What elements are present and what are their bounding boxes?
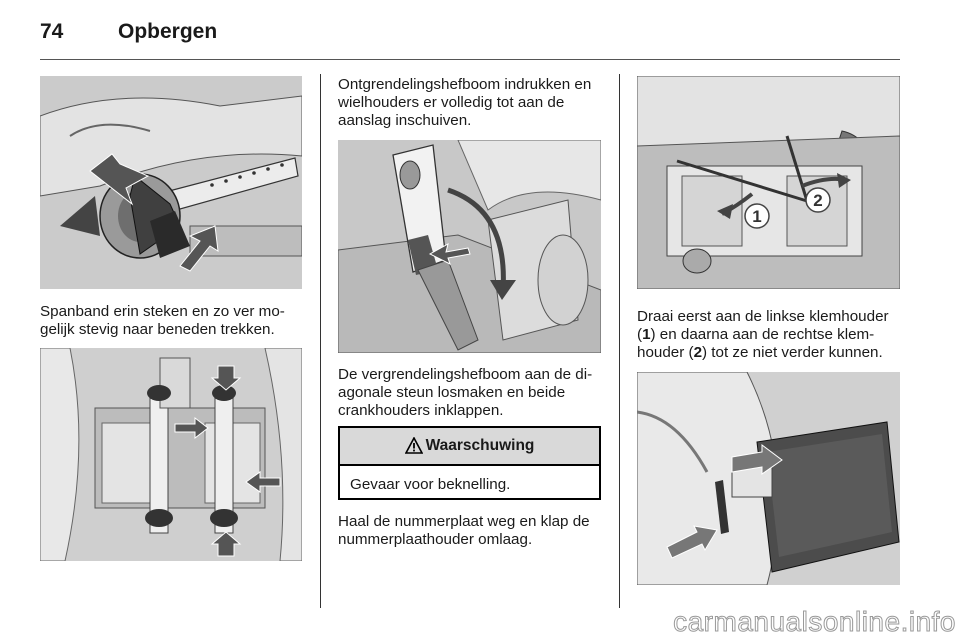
warning-triangle-icon bbox=[405, 437, 423, 455]
caption-strap: Spanband erin steken en zo ver mo-gelijk stevig naar beneden trekken. bbox=[40, 303, 285, 338]
caption-clamp-label-2: 2 bbox=[693, 344, 703, 361]
page-number: 74 bbox=[40, 20, 64, 43]
caption-clamp-part2: ) en daarna aan de rechtse klem-houder ( bbox=[637, 326, 875, 361]
caption-clamp-label-1: 1 bbox=[642, 326, 651, 343]
column-divider-1 bbox=[320, 74, 321, 608]
figure-wheel-holders bbox=[40, 348, 302, 561]
header-rule bbox=[40, 59, 900, 60]
caption-clamp bbox=[637, 308, 903, 362]
figure-license-plate-holder bbox=[637, 372, 900, 585]
warning-box bbox=[338, 426, 601, 500]
figure-clamp-holders bbox=[637, 76, 900, 289]
figure-label-1: 1 bbox=[752, 207, 762, 226]
warning-header bbox=[340, 428, 599, 466]
caption-clamp-part1: Draai eerst aan de linkse klemhouder ( bbox=[637, 308, 889, 343]
figure-strap-insert bbox=[40, 76, 302, 289]
warning-title: Waarschuwing bbox=[425, 437, 535, 454]
page-title: Opbergen bbox=[118, 20, 218, 43]
warning-body: Gevaar voor beknelling. bbox=[350, 476, 511, 493]
figure-release-lever bbox=[338, 140, 601, 353]
caption-clamp-part3: ) tot ze niet verder kunnen. bbox=[702, 344, 883, 361]
caption-diagonal-support: De vergrendelingshefboom aan de di-agonale steun losmaken en beide crankhouders inklappen. bbox=[338, 366, 593, 419]
outro-text: Haal de nummerplaat weg en klap de nummerplaathouder omlaag. bbox=[338, 513, 590, 548]
figure-label-2: 2 bbox=[813, 191, 823, 210]
watermark: carmanualsonline.info bbox=[673, 606, 956, 637]
column-divider-2 bbox=[619, 74, 620, 608]
intro-text: Ontgrendelingshefboom indrukken en wielhouders er volledig tot aan de aanslag inschuiven. bbox=[338, 76, 592, 129]
